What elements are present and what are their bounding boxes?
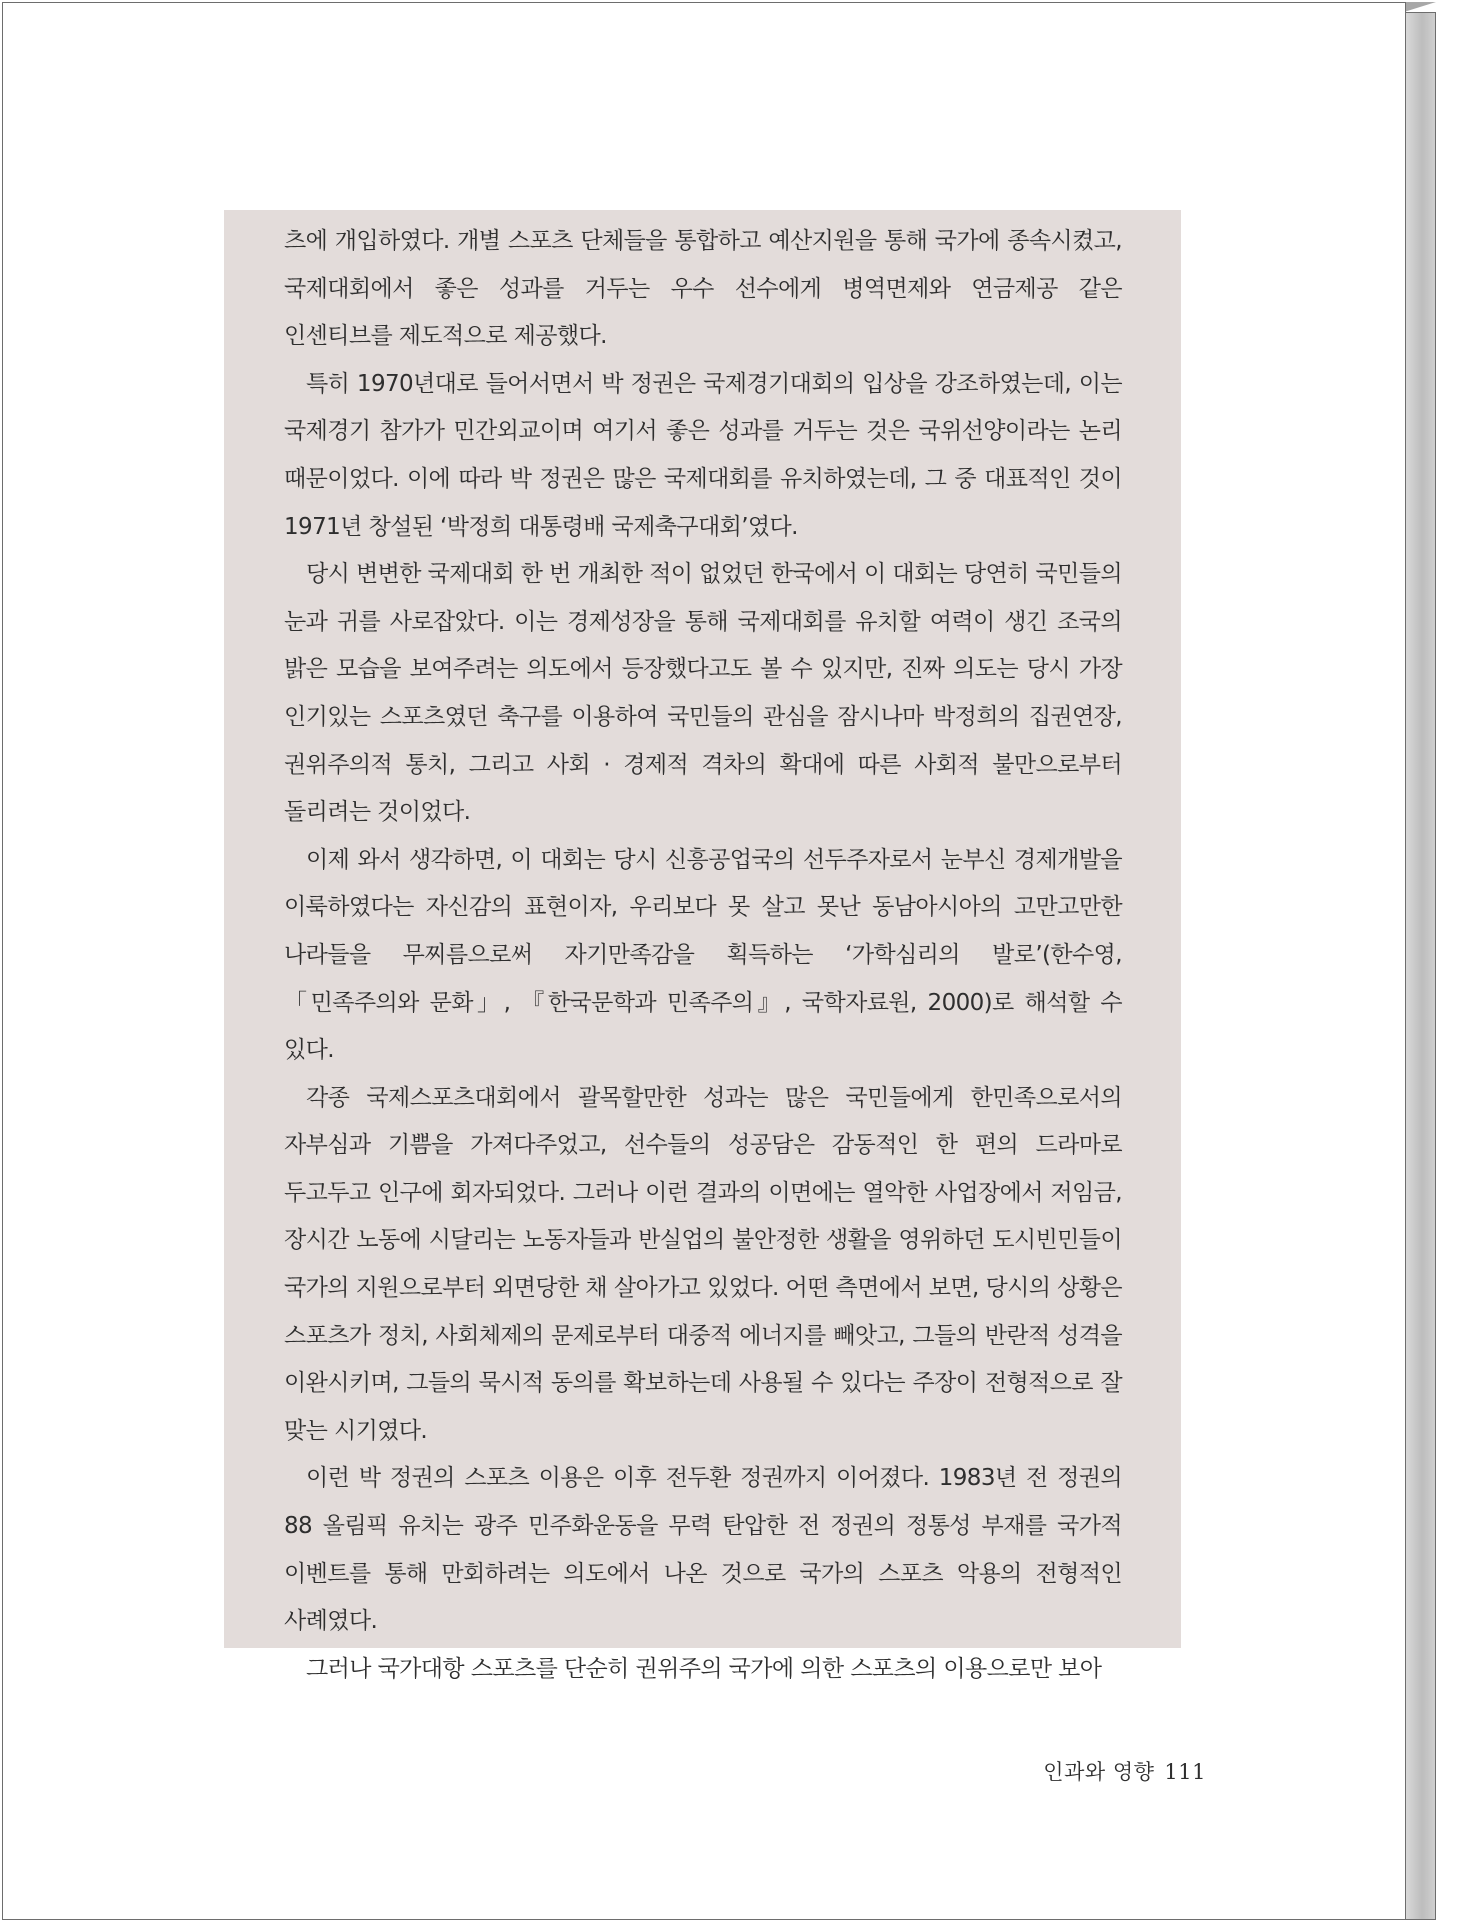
page-number: 111: [1164, 1760, 1206, 1784]
paragraph-1: 츠에 개입하였다. 개별 스포츠 단체들을 통합하고 예산지원을 통해 국가에 종속시켰고, 국제대회에서 좋은 성과를 거두는 우수 선수에게 병역면제와 연금제공 같은 인센티브를 제도적으로 제공했다.: [284, 228, 1122, 350]
paragraph-5: 각종 국제스포츠대회에서 괄목할만한 성과는 많은 국민들에게 한민족으로서의 자부심과 기쁨을 가져다주었고, 선수들의 성공담은 감동적인 한 편의 드라마로 두고두고 인구에 회자되었다. 그러나 이런 결과의 이면에는 열악한 사업장에서 저임금, 장시간 노동에 시달리는 노동자들과 반실업의 불안정한 생활을 영위하던 도시빈민들이 국가의 지원으로부터 외면당한 채 살아가고 있었다. 어떤 측면에서 보면, 당시의 상황은 스포츠가 정치, 사회체제의 문제로부터 대중적 에너지를 빼앗고, 그들의 반란적 성격을 이완시키며, 그들의 묵시적 동의를 확보하는데 사용될 수 있다는 주장이 전형적으로 잘 맞는 시기였다.: [284, 1084, 1122, 1444]
body-text: [284, 218, 1122, 1693]
paragraph-4: 이제 와서 생각하면, 이 대회는 당시 신흥공업국의 선두주자로서 눈부신 경제개발을 이룩하였다는 자신감의 표현이자, 우리보다 못 살고 못난 동남아시아의 고만고만한 나라들을 무찌름으로써 자기만족감을 획득하는 ‘가학심리의 발로’(한수영, 「민족주의와 문화」, 『한국문학과 민족주의』, 국학자료원, 2000)로 해석할 수 있다.: [284, 846, 1122, 1064]
paragraph-2: 특히 1970년대로 들어서면서 박 정권은 국제경기대회의 입상을 강조하였는데, 이는 국제경기 참가가 민간외교이며 여기서 좋은 성과를 거두는 것은 국위선양이라는 논리 때문이었다. 이에 따라 박 정권은 많은 국제대회를 유치하였는데, 그 중 대표적인 것이 1971년 창설된 ‘박정희 대통령배 국제축구대회’였다.: [284, 370, 1122, 540]
page-stack-edge: [1406, 12, 1436, 1920]
paragraph-6: 이런 박 정권의 스포츠 이용은 이후 전두환 정권까지 이어졌다. 1983년 전 정권의 88 올림픽 유치는 광주 민주화운동을 무력 탄압한 전 정권의 정통성 부재를 국가적 이벤트를 통해 만회하려는 의도에서 나온 것으로 국가의 스포츠 악용의 전형적인 사례였다.: [284, 1465, 1122, 1635]
paragraph-7: 그러나 국가대항 스포츠를 단순히 권위주의 국가에 의한 스포츠의 이용으로만 보아: [306, 1655, 1102, 1682]
page-edge-corner: [1404, 2, 1436, 12]
paragraph-3: 당시 변변한 국제대회 한 번 개최한 적이 없었던 한국에서 이 대회는 당연히 국민들의 눈과 귀를 사로잡았다. 이는 경제성장을 통해 국제대회를 유치할 여력이 생긴 조국의 밝은 모습을 보여주려는 의도에서 등장했다고도 볼 수 있지만, 진짜 의도는 당시 가장 인기있는 스포츠였던 축구를 이용하여 국민들의 관심을 잠시나마 박정희의 집권연장, 권위주의적 통치, 그리고 사회 · 경제적 격차의 확대에 따른 사회적 불만으로부터 돌리려는 것이었다.: [284, 561, 1122, 826]
running-section-title: 인과와 영향: [1043, 1760, 1155, 1784]
page-footer: [1043, 1756, 1206, 1786]
